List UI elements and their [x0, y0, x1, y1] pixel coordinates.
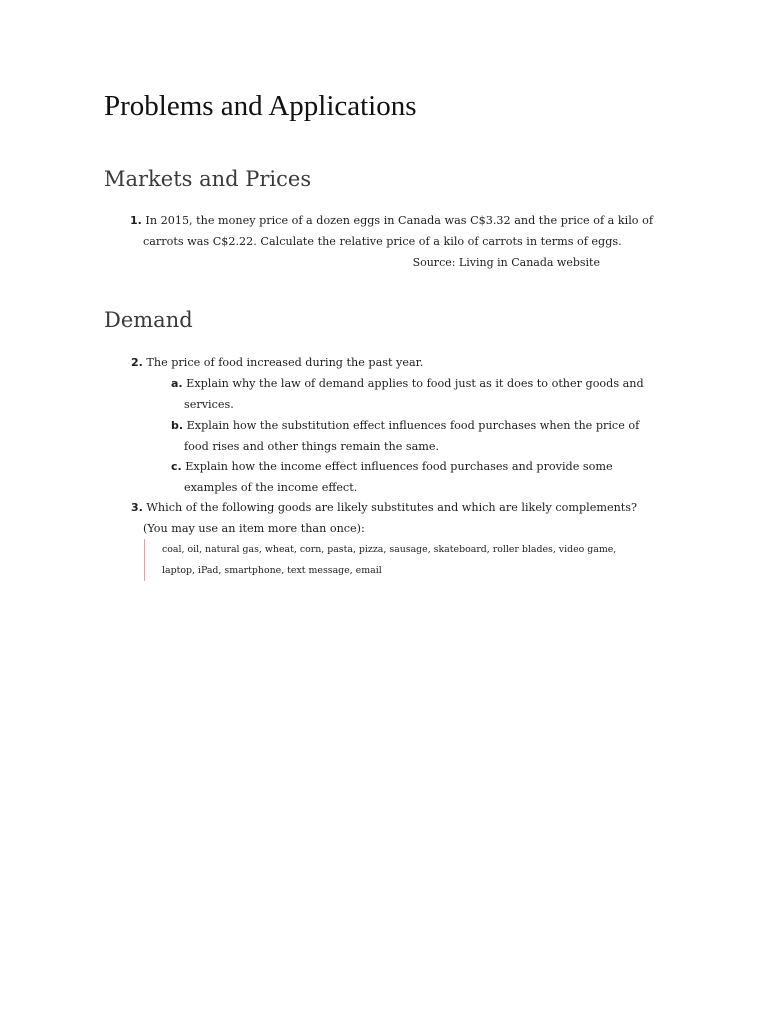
question-2b-line-1: [171, 419, 639, 433]
question-3-text-line-2: (You may use an item more than once):: [143, 522, 365, 535]
goods-list-line-2: laptop, iPad, smartphone, text message, email: [162, 565, 382, 576]
question-2b-text-line-2: food rises and other things remain the same.: [184, 440, 440, 453]
question-1-text-line-1: In 2015, the money price of a dozen eggs in Canada was C$3.32 and the price of a kilo of: [145, 214, 653, 227]
question-2a-letter: a.: [171, 377, 183, 390]
question-1-line-1: [130, 214, 653, 228]
question-2c-text-line-1: Explain how the income effect influences food purchases and provide some: [185, 460, 613, 473]
page-title: Problems and Applications: [104, 90, 417, 122]
question-3-text-line-1: Which of the following goods are likely substitutes and which are likely complements?: [146, 501, 638, 514]
question-1-number: 1.: [130, 214, 142, 227]
question-2-text: The price of food increased during the past year.: [146, 356, 424, 369]
question-2a-text-line-1: Explain why the law of demand applies to food just as it does to other goods and: [186, 377, 644, 390]
section-heading-demand: Demand: [104, 308, 193, 332]
goods-list-blockquote: [144, 539, 617, 581]
question-3-line-1: [131, 501, 637, 515]
question-2-line: [131, 356, 423, 370]
question-2a-line-1: [171, 377, 644, 391]
question-2a-text-line-2: services.: [184, 398, 234, 411]
question-2-number: 2.: [131, 356, 143, 369]
question-2b-letter: b.: [171, 419, 184, 432]
question-2c-letter: c.: [171, 460, 182, 473]
question-2c-line-1: [171, 460, 613, 474]
question-1-text-line-2: carrots was C$2.22. Calculate the relative price of a kilo of carrots in terms of eggs.: [143, 235, 622, 248]
question-2b-text-line-1: Explain how the substitution effect influences food purchases when the price of: [186, 419, 640, 432]
goods-list-line-1: coal, oil, natural gas, wheat, corn, pasta, pizza, sausage, skateboard, roller blades, video game,: [162, 544, 617, 555]
question-1-source: Source: Living in Canada website: [412, 256, 600, 269]
question-3-number: 3.: [131, 501, 143, 514]
question-2c-text-line-2: examples of the income effect.: [184, 481, 358, 494]
section-heading-markets-and-prices: Markets and Prices: [104, 167, 312, 191]
